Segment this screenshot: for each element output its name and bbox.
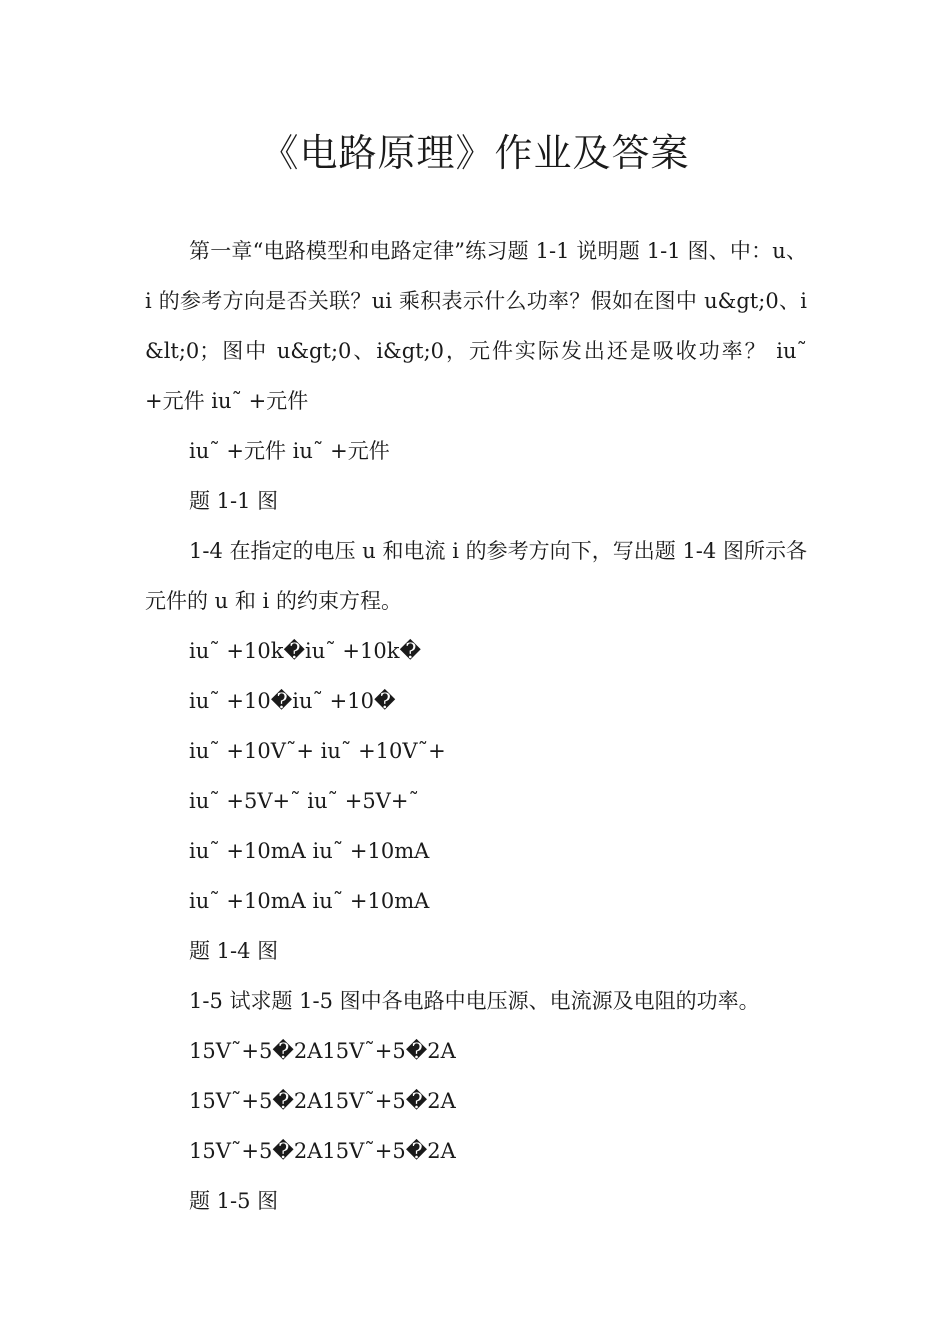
document-title: 《电路原理》作业及答案 — [260, 131, 690, 175]
figure-caption-1-4: 题 1-4 图 — [189, 939, 279, 963]
paragraph-figure-text: 15V˜+5�2A15V˜+5�2A — [189, 1139, 456, 1163]
paragraph-figure-text: iu˜ +元件 iu˜ +元件 — [189, 439, 390, 463]
figure-caption-1-1: 题 1-1 图 — [189, 489, 279, 513]
paragraph-figure-text: iu˜ +10mA iu˜ +10mA — [189, 889, 430, 913]
paragraph-1-5-question: 1-5 试求题 1-5 图中各电路中电压源、电流源及电阻的功率。 — [189, 989, 760, 1013]
paragraph-figure-text: 15V˜+5�2A15V˜+5�2A — [189, 1039, 456, 1063]
paragraph-figure-text: iu˜ +10mA iu˜ +10mA — [189, 839, 430, 863]
paragraph-figure-text: iu˜ +10k�iu˜ +10k� — [189, 639, 421, 663]
paragraph-figure-text: iu˜ +5V+˜ iu˜ +5V+˜ — [189, 789, 419, 813]
document-body — [145, 226, 814, 1226]
paragraph-figure-text: iu˜ +10�iu˜ +10� — [189, 689, 396, 713]
paragraph-1-1-question: 第一章“电路模型和电路定律”练习题 1-1 说明题 1-1 图、中：u、i 的参考方向是否关联？ui 乘积表示什么功率？假如在图中 u&gt;0、i&lt;0；图中 u&gt;0、i&gt;0，元件实际发出还是吸收功率？ iu˜ +元件 iu˜ +元件 — [145, 239, 814, 413]
paragraph-figure-text: 15V˜+5�2A15V˜+5�2A — [189, 1089, 456, 1113]
paragraph-1-4-question: 1-4 在指定的电压 u 和电流 i 的参考方向下，写出题 1-4 图所示各元件的 u 和 i 的约束方程。 — [145, 539, 807, 613]
paragraph-figure-text: iu˜ +10V˜+ iu˜ +10V˜+ — [189, 739, 446, 763]
figure-caption-1-5: 题 1-5 图 — [189, 1189, 279, 1213]
